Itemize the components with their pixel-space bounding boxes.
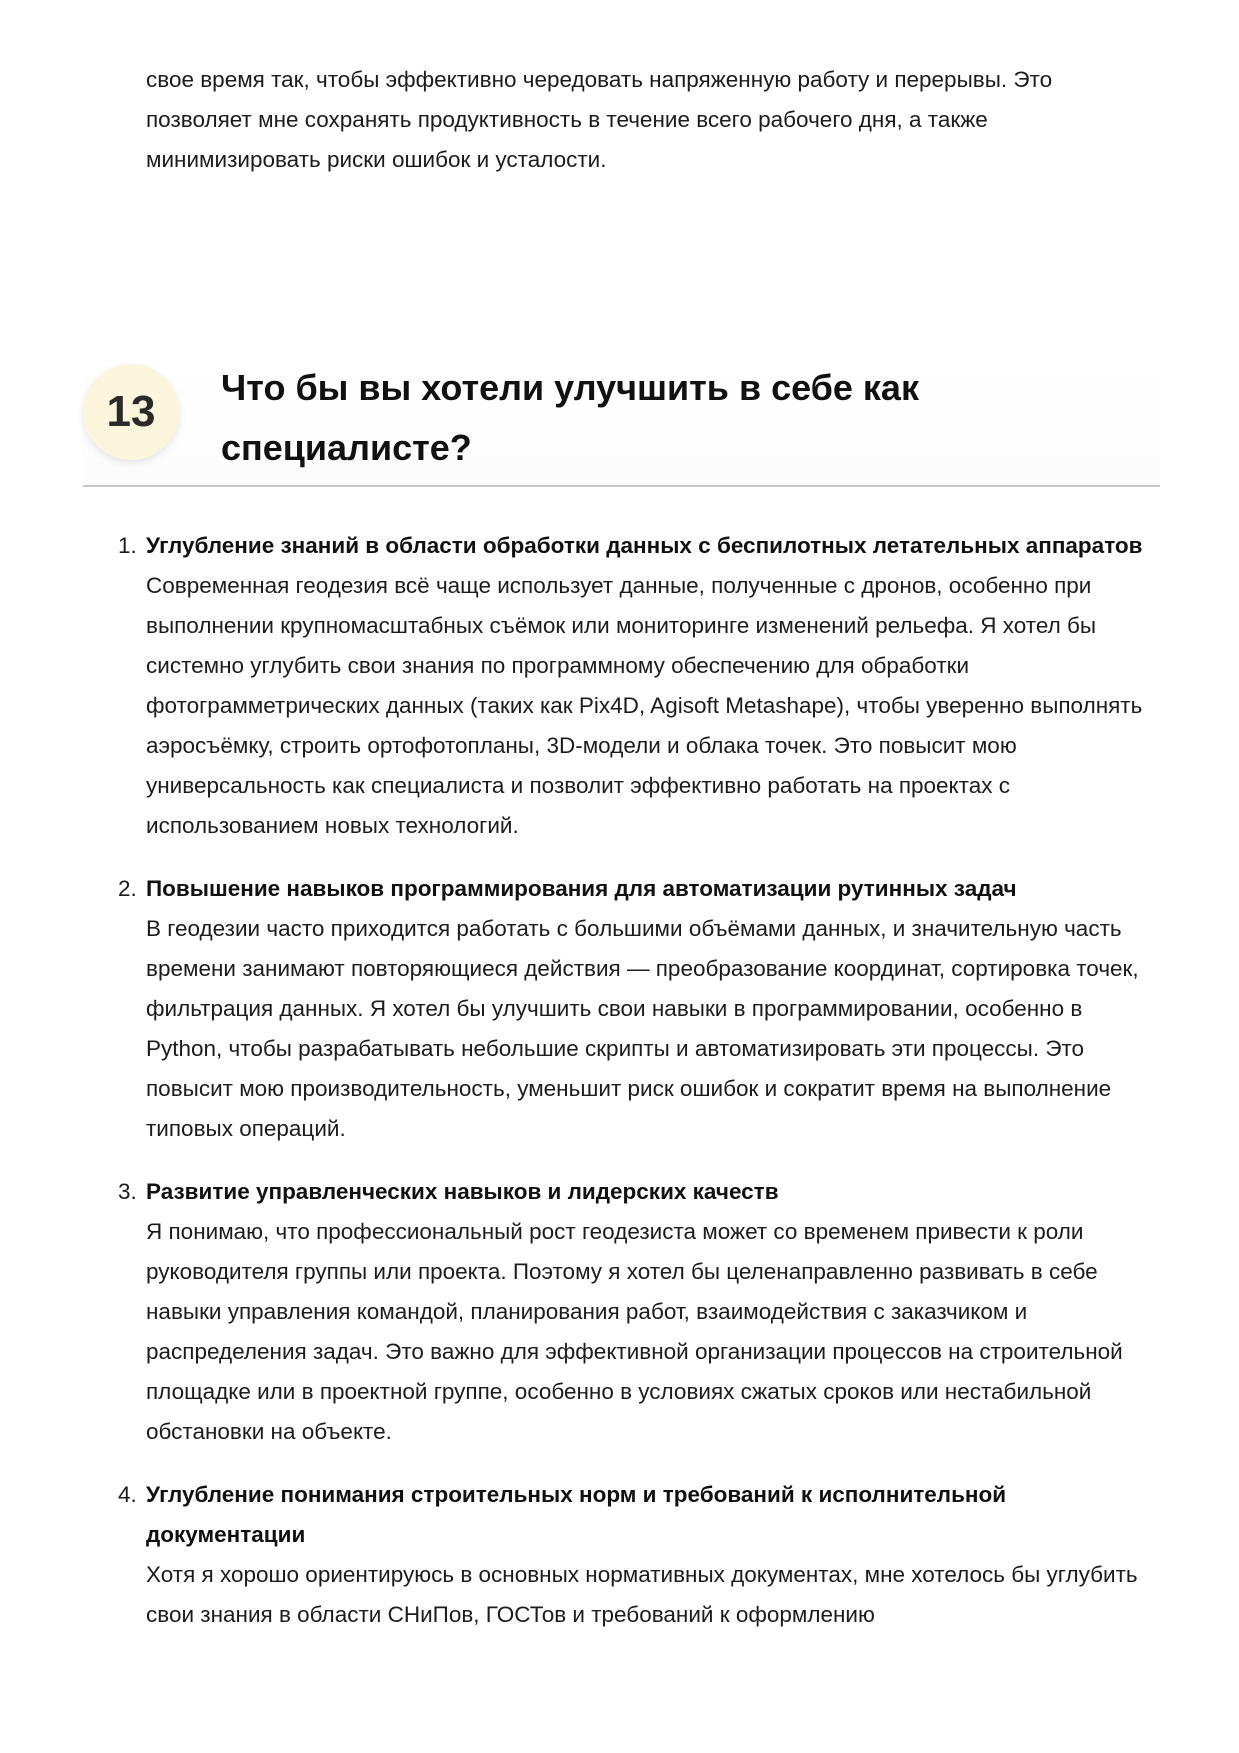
answer-number: 2. xyxy=(118,876,137,901)
answer-title: Углубление знаний в области обработки данных с беспилотных летательных аппаратов xyxy=(146,533,1143,558)
answer-body: Я понимаю, что профессиональный рост геодезиста может со временем привести к роли руководителя группы или проекта. Поэтому я хотел бы целенаправленно развивать в себе навыки управления командой, планирования работ, взаимодействия с заказчиком и распределения задач. Это важно для эффективной организации процессов на строительной площадке или в проектной группе, особенно в условиях сжатых сроков или нестабильной обстановки на объекте. xyxy=(146,1219,1123,1444)
answer-title: Углубление понимания строительных норм и требований к исполнительной документации xyxy=(146,1482,1007,1547)
answer-item xyxy=(116,1172,1160,1452)
intro-paragraph: свое время так, чтобы эффективно чередовать напряженную работу и перерывы. Это позволяет мне сохранять продуктивность в течение всего рабочего дня, а также минимизировать риски ошибок и усталости. xyxy=(146,67,1053,172)
answer-item xyxy=(116,526,1160,846)
answer-body: Современная геодезия всё чаще использует данные, полученные с дронов, особенно при выполнении крупномасштабных съёмок или мониторинге изменений рельефа. Я хотел бы системно углубить свои знания по программному обеспечению для обработки фотограмметрических данных (таких как Pix4D, Agisoft Metashape), чтобы уверенно выполнять аэросъёмку, строить ортофотопланы, 3D-модели и облака точек. Это повысит мою универсальность как специалиста и позволит эффективно работать на проектах с использованием новых технологий. xyxy=(146,573,1143,838)
answer-number: 4. xyxy=(118,1482,137,1507)
answer-list xyxy=(116,526,1160,1658)
question-header xyxy=(83,358,1160,487)
answer-number: 1. xyxy=(118,533,137,558)
answer-item xyxy=(116,1475,1160,1635)
question-title: Что бы вы хотели улучшить в себе как специалисте? xyxy=(221,367,919,468)
answer-body: В геодезии часто приходится работать с большими объёмами данных, и значительную часть времени занимают повторяющиеся действия — преобразование координат, сортировка точек, фильтрация данных. Я хотел бы улучшить свои навыки в программировании, особенно в Python, чтобы разрабатывать небольшие скрипты и автоматизировать эти процессы. Это повысит мою производительность, уменьшит риск ошибок и сократит время на выполнение типовых операций. xyxy=(146,916,1139,1141)
question-number-badge: 13 xyxy=(83,364,179,460)
answer-title: Повышение навыков программирования для автоматизации рутинных задач xyxy=(146,876,1017,901)
answer-body: Хотя я хорошо ориентируюсь в основных нормативных документах, мне хотелось бы углубить свои знания в области СНиПов, ГОСТов и требований к оформлению xyxy=(146,1562,1138,1627)
answer-item xyxy=(116,869,1160,1149)
answer-title: Развитие управленческих навыков и лидерских качеств xyxy=(146,1179,779,1204)
answer-number: 3. xyxy=(118,1179,137,1204)
